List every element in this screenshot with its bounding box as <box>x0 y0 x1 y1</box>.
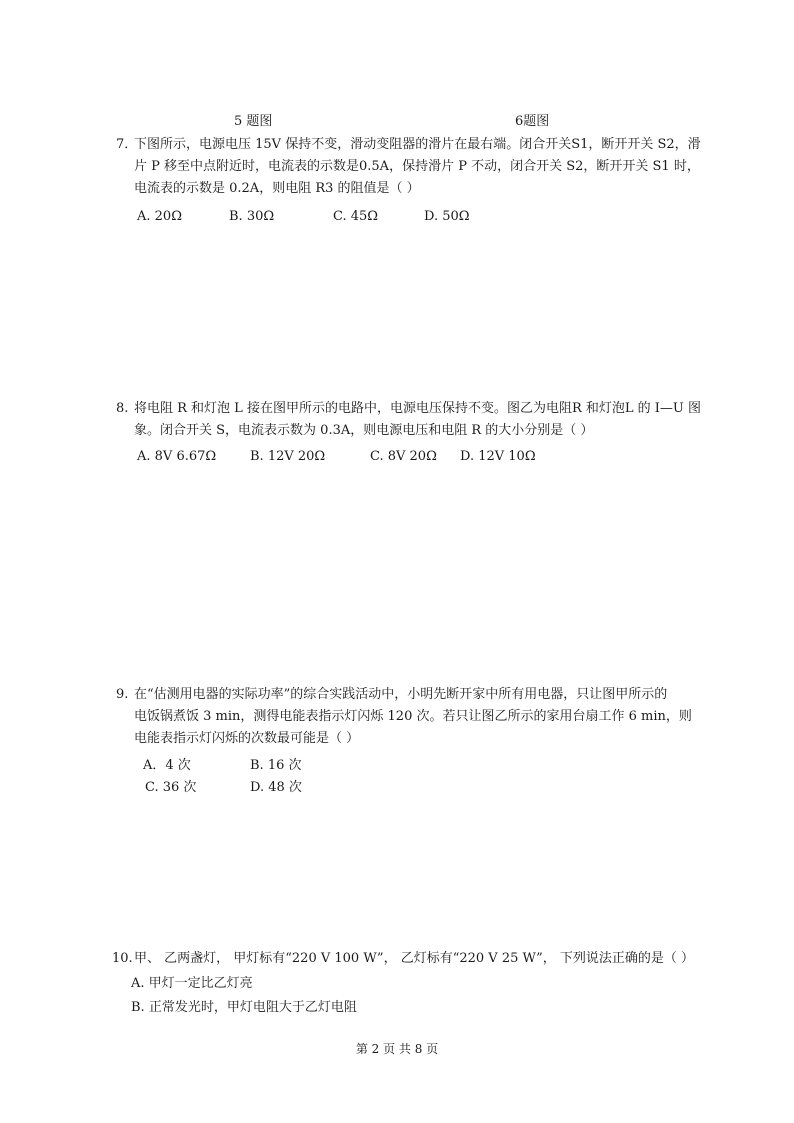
option-c: C. 45Ω <box>333 209 379 224</box>
option-b: B. 正常发光时，甲灯电阻大于乙灯电阻 <box>131 1000 357 1015</box>
option-d: D. 50Ω <box>424 209 470 224</box>
option-c: C. 36 次 <box>145 780 197 795</box>
figure-caption-6: 6题图 <box>515 114 550 129</box>
option-a: A．4 次 <box>143 758 191 773</box>
option-d: D. 12V 10Ω <box>460 449 536 464</box>
question-text-line: 片 P 移至中点附近时，电流表的示数是0.5A，保持滑片 P 不动，闭合开关 S2，断开开关 S1 时， <box>134 159 700 174</box>
option-b: B. 30Ω <box>229 209 275 224</box>
question-text-line: 下图所示，电源电压 15V 保持不变，滑动变阻器的滑片在最右端。闭合开关S1，断开开关 S2，滑 <box>134 137 701 152</box>
figure-caption-5: 5 题图 <box>234 114 273 129</box>
question-text-line: 电流表的示数是 0.2A，则电阻 R3 的阻值是（ ） <box>134 181 420 196</box>
question-text-line: 将电阻 R 和灯泡 L 接在图甲所示的电路中，电源电压保持不变。图乙为电阻R 和灯泡L 的 I—U 图 <box>134 401 701 416</box>
option-a: A. 20Ω <box>137 209 182 224</box>
option-c: C. 8V 20Ω <box>370 449 437 464</box>
question-text-line: 电饭锅煮饭 3 min，测得电能表指示灯闪烁 120 次。若只让图乙所示的家用台扇工作 6 min，则 <box>134 709 692 724</box>
option-a: A. 8V 6.67Ω <box>137 449 217 464</box>
option-a: A. 甲灯一定比乙灯亮 <box>131 976 253 991</box>
question-number: 8. <box>116 401 129 416</box>
question-text-line: 象。闭合开关 S，电流表示数为 0.3A，则电源电压和电阻 R 的大小分别是（ ） <box>134 423 594 438</box>
question-text-line: 电能表指示灯闪烁的次数最可能是（ ） <box>134 731 360 746</box>
option-b: B. 12V 20Ω <box>250 449 326 464</box>
question-text-line: 在“估测用电器的实际功率”的综合实践活动中，小明先断开家中所有用电器，只让图甲所示的 <box>134 687 668 702</box>
option-d: D. 48 次 <box>250 780 302 795</box>
page-footer: 第 2 页 共 8 页 <box>355 1042 439 1056</box>
question-number: 9. <box>116 687 129 702</box>
question-text-line: 甲、 乙两盏灯， 甲灯标有“220 V 100 W”， 乙灯标有“220 V 25 W”， 下列说法正确的是（ ） <box>134 951 695 966</box>
option-b: B. 16 次 <box>250 758 302 773</box>
question-number: 10. <box>112 951 133 966</box>
question-number: 7． <box>116 137 138 152</box>
